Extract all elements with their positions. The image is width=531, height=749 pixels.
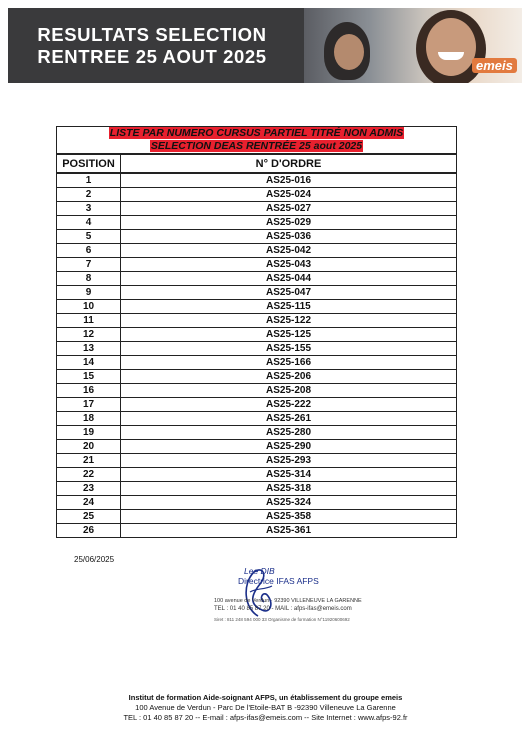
table-row	[57, 510, 457, 524]
position-cell: 8	[57, 272, 121, 286]
position-cell: 11	[57, 314, 121, 328]
order-number-cell: AS25-261	[121, 412, 457, 426]
position-cell: 5	[57, 230, 121, 244]
header-banner	[8, 8, 522, 83]
banner-photo	[304, 8, 522, 83]
order-number-cell: AS25-166	[121, 356, 457, 370]
position-cell: 21	[57, 454, 121, 468]
table-row	[57, 426, 457, 440]
table-row	[57, 454, 457, 468]
order-number-cell: AS25-358	[121, 510, 457, 524]
banner-title-line2: RENTREE 25 AOUT 2025	[37, 46, 267, 67]
footer-address: 100 Avenue de Verdun - Parc De l'Etoile-BAT B -92390 Villeneuve La Garenne	[135, 703, 396, 712]
position-cell: 4	[57, 216, 121, 230]
stamp-address: 100 avenue de Verdun · 92390 VILLENEUVE LA GARENNE	[214, 598, 362, 604]
position-cell: 12	[57, 328, 121, 342]
order-number-cell: AS25-324	[121, 496, 457, 510]
table-caption-row	[57, 127, 457, 155]
table-row	[57, 468, 457, 482]
table-row	[57, 286, 457, 300]
position-cell: 18	[57, 412, 121, 426]
table-row	[57, 356, 457, 370]
stamp-contact: TEL : 01 40 85 87 20 - MAIL : afps-ifas@emeis.com	[214, 606, 352, 612]
position-cell: 24	[57, 496, 121, 510]
table-header-row	[57, 154, 457, 173]
order-number-cell: AS25-016	[121, 173, 457, 188]
stamp-siret: Siret : 811 248 594 000 33 Organisme de formation N°11920600692	[214, 617, 350, 622]
position-cell: 19	[57, 426, 121, 440]
position-cell: 9	[57, 286, 121, 300]
order-number-cell: AS25-036	[121, 230, 457, 244]
order-number-cell: AS25-029	[121, 216, 457, 230]
position-cell: 1	[57, 173, 121, 188]
footer-institution: Institut de formation Aide-soignant AFPS, un établissement du groupe emeis	[128, 693, 403, 702]
order-number-cell: AS25-208	[121, 384, 457, 398]
order-number-cell: AS25-155	[121, 342, 457, 356]
emeis-logo: emeis	[472, 58, 517, 73]
table-row	[57, 384, 457, 398]
order-number-cell: AS25-280	[121, 426, 457, 440]
order-number-cell: AS25-044	[121, 272, 457, 286]
order-number-cell: AS25-042	[121, 244, 457, 258]
table-row	[57, 230, 457, 244]
table-caption-line2: SELECTION DEAS RENTRÉE 25 aout 2025	[150, 140, 363, 152]
table-row	[57, 342, 457, 356]
order-number-cell: AS25-222	[121, 398, 457, 412]
document-date: 25/06/2025	[74, 555, 115, 564]
position-cell: 14	[57, 356, 121, 370]
position-cell: 3	[57, 202, 121, 216]
table-row	[57, 496, 457, 510]
table-row	[57, 188, 457, 202]
table-row	[57, 173, 457, 188]
order-number-cell: AS25-043	[121, 258, 457, 272]
order-number-cell: AS25-027	[121, 202, 457, 216]
table-row	[57, 412, 457, 426]
signatory-name: Lee DIB	[244, 566, 275, 576]
order-number-cell: AS25-206	[121, 370, 457, 384]
page-footer	[0, 693, 531, 723]
table-row	[57, 482, 457, 496]
position-cell: 7	[57, 258, 121, 272]
table-caption	[57, 127, 457, 155]
footer-contact: TEL : 01 40 85 87 20 -- E-mail : afps-ifas@emeis.com -- Site Internet : www.afps-92.fr	[123, 713, 408, 722]
position-cell: 15	[57, 370, 121, 384]
table-row	[57, 258, 457, 272]
position-cell: 13	[57, 342, 121, 356]
position-cell: 2	[57, 188, 121, 202]
order-number-cell: AS25-293	[121, 454, 457, 468]
table-row	[57, 300, 457, 314]
table-row	[57, 244, 457, 258]
banner-title-line1: RESULTATS SELECTION	[37, 24, 267, 45]
banner-title	[18, 24, 286, 68]
column-header-order-number: N° D'ORDRE	[121, 154, 457, 173]
position-cell: 26	[57, 524, 121, 538]
order-number-cell: AS25-047	[121, 286, 457, 300]
column-header-position: POSITION	[57, 154, 121, 173]
table-row	[57, 314, 457, 328]
table-row	[57, 440, 457, 454]
photo-face-foreground	[426, 18, 476, 76]
order-number-cell: AS25-125	[121, 328, 457, 342]
order-number-cell: AS25-314	[121, 468, 457, 482]
signature-stamp	[214, 562, 384, 626]
order-number-cell: AS25-318	[121, 482, 457, 496]
position-cell: 20	[57, 440, 121, 454]
order-number-cell: AS25-361	[121, 524, 457, 538]
results-table	[56, 126, 457, 538]
position-cell: 17	[57, 398, 121, 412]
order-number-cell: AS25-024	[121, 188, 457, 202]
table-body	[57, 173, 457, 538]
photo-face-background	[334, 34, 364, 70]
table-row	[57, 328, 457, 342]
order-number-cell: AS25-122	[121, 314, 457, 328]
order-number-cell: AS25-115	[121, 300, 457, 314]
position-cell: 6	[57, 244, 121, 258]
table-row	[57, 398, 457, 412]
position-cell: 23	[57, 482, 121, 496]
table-row	[57, 272, 457, 286]
table-row	[57, 202, 457, 216]
position-cell: 25	[57, 510, 121, 524]
position-cell: 16	[57, 384, 121, 398]
table-caption-line1: LISTE PAR NUMERO CURSUS PARTIEL TITRÉ NON ADMIS	[109, 127, 404, 139]
signatory-role: Directrice IFAS AFPS	[238, 576, 319, 586]
photo-smile	[438, 52, 464, 60]
table-row	[57, 524, 457, 538]
table-row	[57, 370, 457, 384]
table-row	[57, 216, 457, 230]
position-cell: 10	[57, 300, 121, 314]
order-number-cell: AS25-290	[121, 440, 457, 454]
position-cell: 22	[57, 468, 121, 482]
